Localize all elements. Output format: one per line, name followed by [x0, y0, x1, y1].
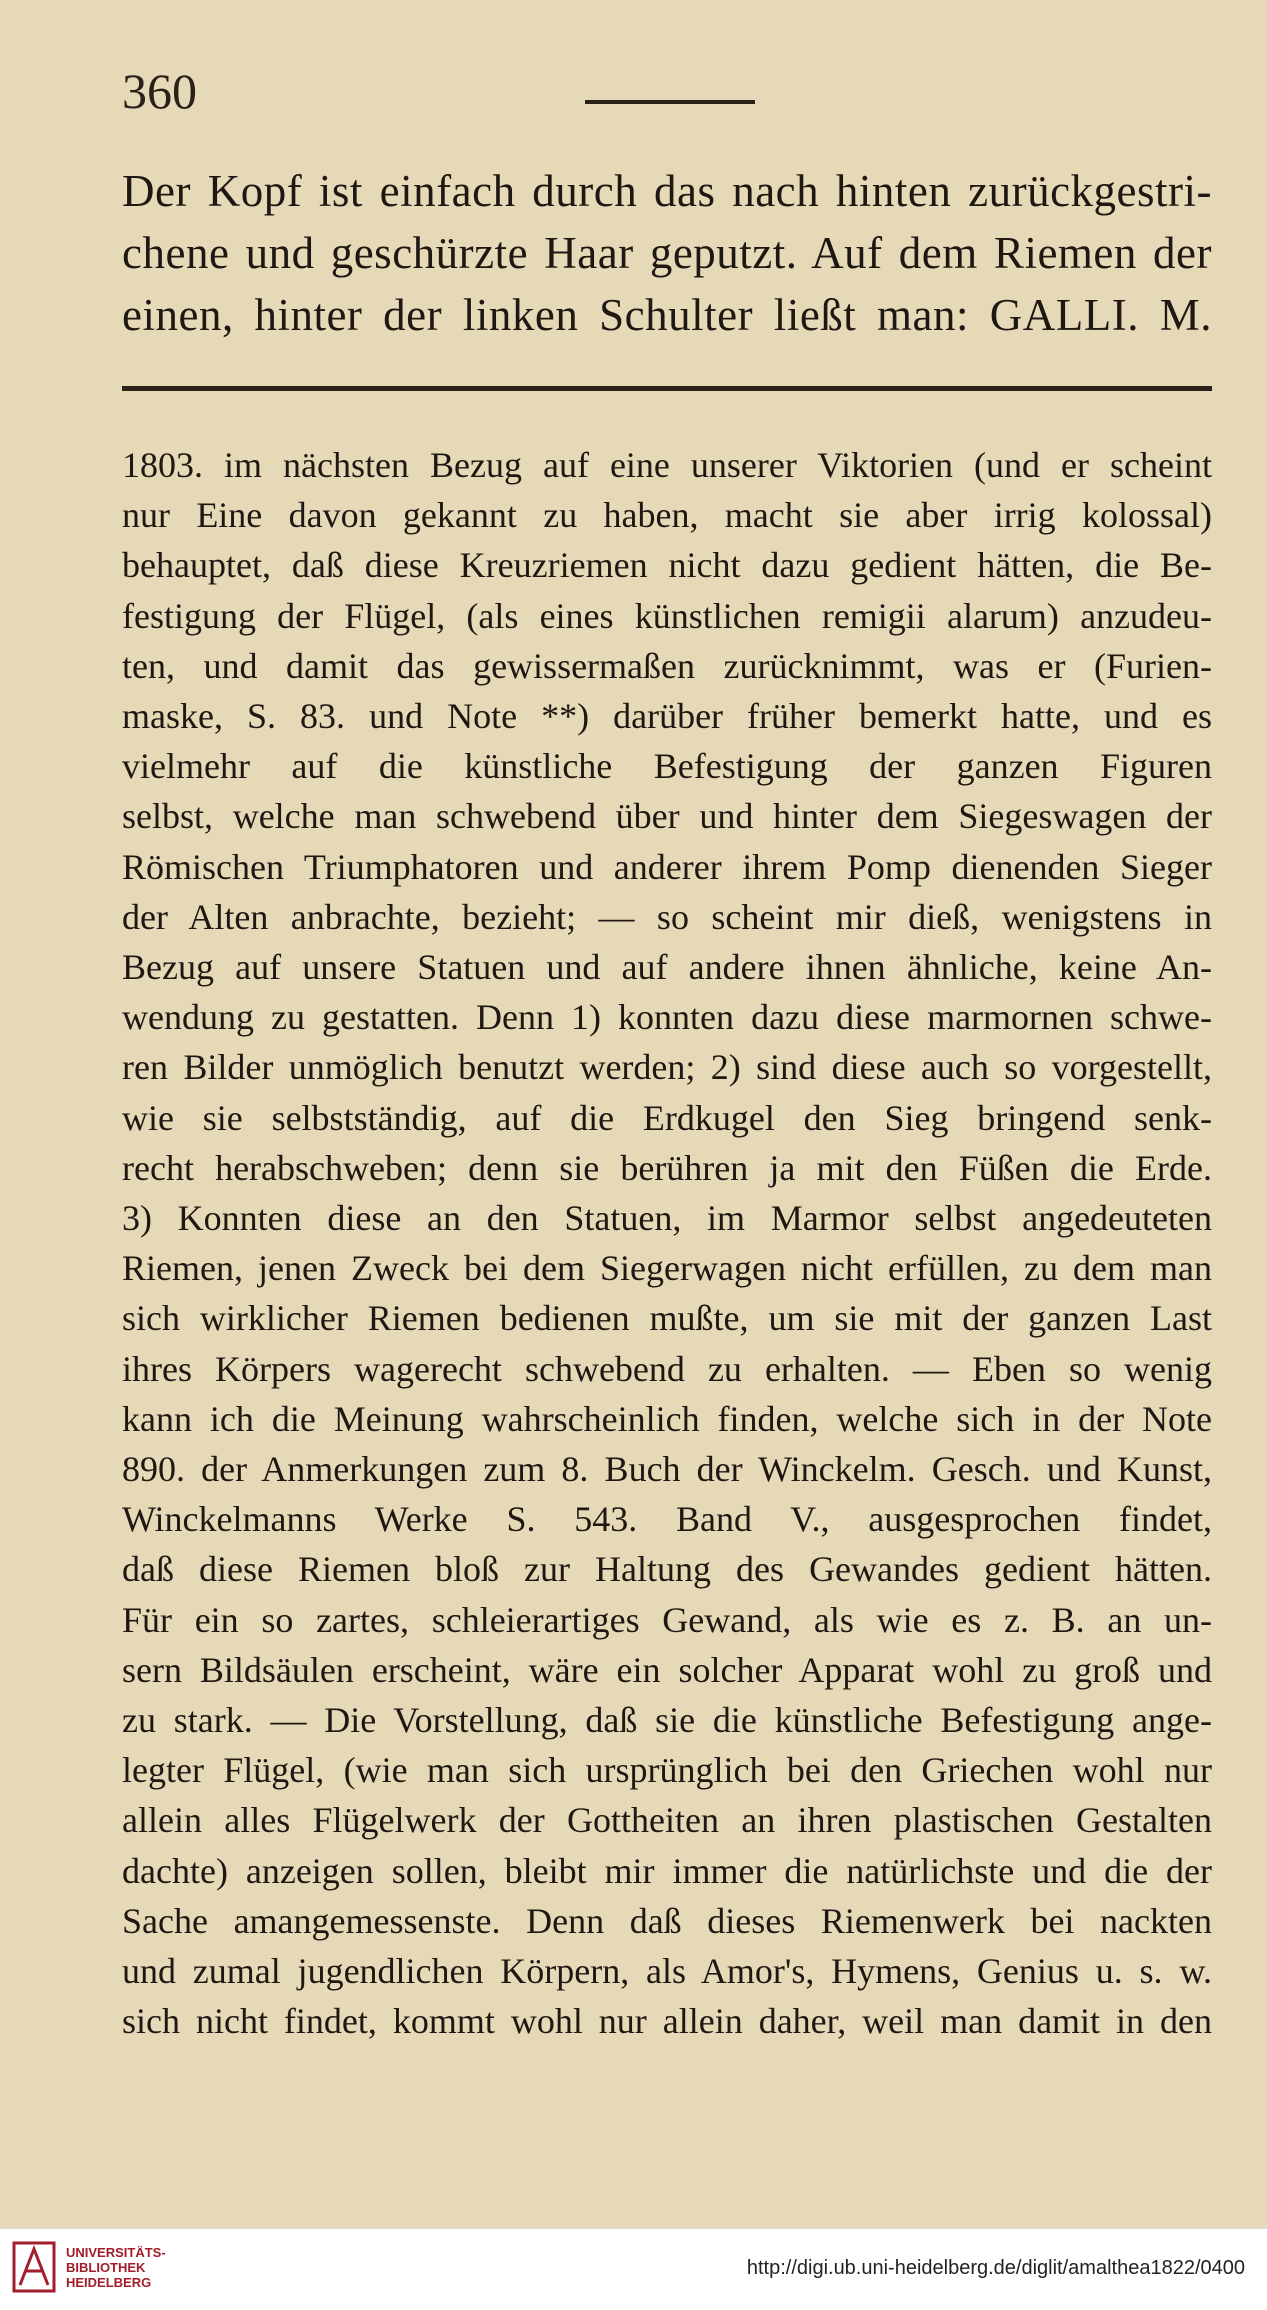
footnote-text [122, 440, 1212, 2047]
main-line: Der Kopf ist einfach durch das nach hinten zurückgestri- [122, 166, 1212, 216]
note-line: dachte) anzeigen sollen, bleibt mir immer die natürlichste und die der [122, 1850, 1212, 1891]
note-line: ihres Körpers wagerecht schwebend zu erhalten. — Eben so wenig [122, 1348, 1212, 1389]
note-line: nur Eine davon gekannt zu haben, macht sie aber irrig kolossal) [122, 495, 1212, 536]
note-line: sich nicht findet, kommt wohl nur allein daher, weil man damit in den [122, 2001, 1212, 2042]
note-line: Bezug auf unsere Statuen und auf andere ihnen ähnliche, keine An- [122, 947, 1212, 988]
note-line: selbst, welche man schwebend über und hinter dem Siegeswagen der [122, 796, 1212, 837]
note-line: 890. der Anmerkungen zum 8. Buch der Winckelm. Gesch. und Kunst, [122, 1449, 1212, 1490]
note-line: allein alles Flügelwerk der Gottheiten an ihren plastischen Gestalten [122, 1800, 1212, 1841]
page-number: 360 [122, 63, 197, 119]
note-line: sern Bildsäulen erscheint, wäre ein solcher Apparat wohl zu groß und [122, 1649, 1212, 1690]
library-logo-text [66, 2245, 166, 2290]
note-line: ten, und damit das gewissermaßen zurücknimmt, was er (Furien- [122, 645, 1212, 686]
top-rule [585, 100, 755, 104]
note-line: wendung zu gestatten. Denn 1) konnten dazu diese marmornen schwe- [122, 997, 1212, 1038]
library-logo[interactable] [12, 2241, 166, 2293]
main-line: einen, hinter der linken Schulter ließt man: GALLI. M. [122, 290, 1212, 340]
note-line: wie sie selbstständig, auf die Erdkugel den Sieg bringend senk- [122, 1097, 1212, 1138]
note-line: vielmehr auf die künstliche Befestigung der ganzen Figuren [122, 746, 1212, 787]
logo-line: BIBLIOTHEK [66, 2259, 146, 2275]
note-line: 1803. im nächsten Bezug auf eine unserer Viktorien (und er scheint [122, 445, 1212, 485]
note-line: Winckelmanns Werke S. 543. Band V., ausgesprochen findet, [122, 1499, 1212, 1540]
source-url-link[interactable]: http://digi.ub.uni-heidelberg.de/diglit/amalthea1822/0400 [746, 2257, 1245, 2279]
note-line: legter Flügel, (wie man sich ursprünglich bei den Griechen wohl nur [122, 1750, 1212, 1791]
note-line: ren Bilder unmöglich benutzt werden; 2) sind diese auch so vorgestellt, [122, 1047, 1212, 1088]
note-line: recht herabschweben; denn sie berühren ja mit den Füßen die Erde. [122, 1147, 1212, 1188]
note-line: behauptet, daß diese Kreuzriemen nicht dazu gedient hätten, die Be- [122, 545, 1212, 586]
note-line: Sache amangemessenste. Denn daß dieses Riemenwerk bei nackten [122, 1900, 1212, 1941]
library-logo-icon [12, 2241, 56, 2293]
note-line: zu stark. — Die Vorstellung, daß sie die künstliche Befestigung ange- [122, 1700, 1212, 1741]
viewer-footer [0, 2228, 1267, 2310]
note-line: Riemen, jenen Zweck bei dem Siegerwagen nicht erfüllen, zu dem man [122, 1248, 1212, 1289]
note-line: daß diese Riemen bloß zur Haltung des Gewandes gedient hätten. [122, 1549, 1212, 1590]
note-line: festigung der Flügel, (als eines künstlichen remigii alarum) anzudeu- [122, 595, 1212, 636]
logo-line: HEIDELBERG [66, 2274, 152, 2290]
footnote-divider [122, 386, 1212, 391]
note-line: Römischen Triumphatoren und anderer ihrem Pomp dienenden Sieger [122, 846, 1212, 887]
note-line: der Alten anbrachte, bezieht; — so scheint mir dieß, wenigstens in [122, 896, 1212, 937]
note-line: sich wirklicher Riemen bedienen mußte, um sie mit der ganzen Last [122, 1298, 1212, 1339]
note-line: und zumal jugendlichen Körpern, als Amor's, Hymens, Genius u. s. w. [122, 1951, 1212, 1992]
note-line: maske, S. 83. und Note **) darüber früher bemerkt hatte, und es [122, 696, 1212, 737]
main-text [122, 160, 1212, 346]
note-line: kann ich die Meinung wahrscheinlich finden, welche sich in der Note [122, 1398, 1212, 1439]
main-line: chene und geschürzte Haar geputzt. Auf dem Riemen der [122, 228, 1212, 278]
note-line: Für ein so zartes, schleierartiges Gewand, als wie es z. B. an un- [122, 1599, 1212, 1640]
note-line: 3) Konnten diese an den Statuen, im Marmor selbst angedeuteten [122, 1198, 1212, 1239]
logo-line: UNIVERSITÄTS- [66, 2244, 166, 2260]
